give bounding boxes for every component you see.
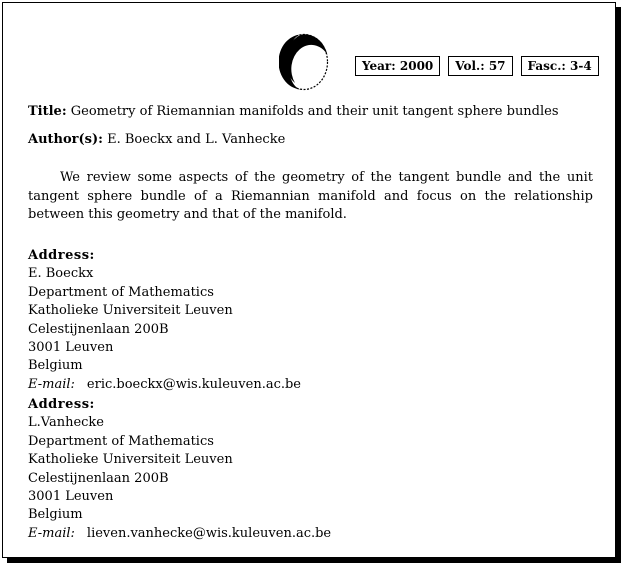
address-label: Address: bbox=[28, 397, 95, 412]
address-line: L.Vanhecke bbox=[28, 415, 105, 431]
page-frame bbox=[2, 2, 616, 558]
address-line: Belgium bbox=[28, 358, 83, 374]
title-label: Title: bbox=[28, 104, 67, 119]
authors-and: and bbox=[176, 132, 201, 147]
paper-title: Geometry of Riemannian manifolds and their unit tangent sphere bundles bbox=[70, 104, 559, 119]
address-block-2 bbox=[28, 396, 331, 543]
address-line: Celestijnenlaan 200B bbox=[28, 321, 169, 337]
abstract: We review some aspects of the geometry of the tangent bundle and the unit tangent sphere bundle of a Riemannian manifold and focus on the relationship between this geometry and that of the manifold. bbox=[28, 170, 593, 222]
issue-badges bbox=[355, 56, 599, 76]
author-2: L. Vanhecke bbox=[205, 132, 286, 147]
year-badge: Year: 2000 bbox=[355, 56, 440, 76]
email-label: E-mail: bbox=[28, 525, 75, 541]
email-label: E-mail: bbox=[28, 376, 75, 392]
title-line bbox=[28, 104, 559, 119]
email-address[interactable]: eric.boeckx@wis.kuleuven.ac.be bbox=[86, 376, 301, 392]
address-line: Department of Mathematics bbox=[28, 433, 214, 449]
volume-badge: Vol.: 57 bbox=[448, 56, 512, 76]
email-address[interactable]: lieven.vanhecke@wis.kuleuven.ac.be bbox=[86, 525, 332, 541]
address-line: 3001 Leuven bbox=[28, 340, 114, 356]
address-line: Katholieke Universiteit Leuven bbox=[28, 452, 233, 468]
address-block-1 bbox=[28, 247, 301, 394]
authors-label: Author(s): bbox=[28, 132, 103, 147]
address-line: Celestijnenlaan 200B bbox=[28, 470, 169, 486]
authors-line bbox=[28, 132, 285, 147]
address-line: 3001 Leuven bbox=[28, 489, 114, 505]
address-label: Address: bbox=[28, 248, 95, 263]
address-line: Department of Mathematics bbox=[28, 284, 214, 300]
email-row bbox=[28, 376, 301, 394]
fascicle-badge: Fasc.: 3-4 bbox=[521, 56, 599, 76]
crescent-moon-icon bbox=[279, 33, 329, 91]
email-row bbox=[28, 525, 331, 543]
address-line: Katholieke Universiteit Leuven bbox=[28, 303, 233, 319]
address-line: E. Boeckx bbox=[28, 266, 94, 282]
author-1: E. Boeckx bbox=[107, 132, 173, 147]
address-line: Belgium bbox=[28, 507, 83, 523]
